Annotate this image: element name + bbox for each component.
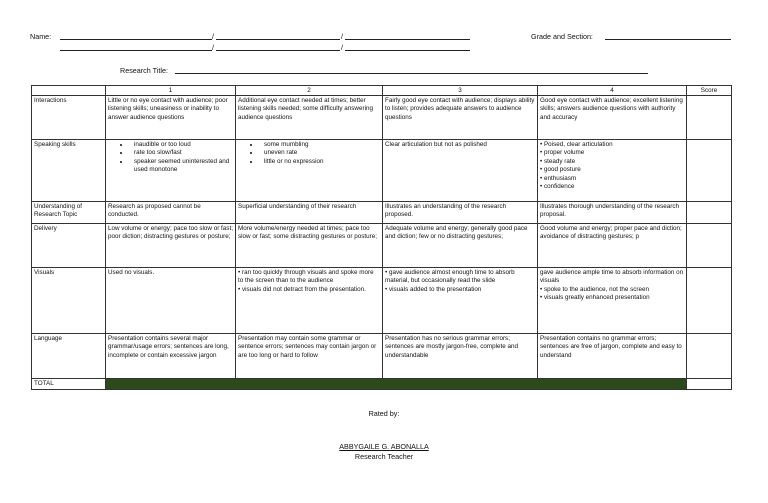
cell-text: Presentation contains several major grammar/usage errors; sentences are long, incomplete or contain excessive jargon <box>108 334 229 359</box>
level-3-cell <box>383 334 538 379</box>
name-line-1b[interactable] <box>216 39 340 40</box>
slash-4: / <box>341 43 343 52</box>
level-1-cell <box>106 334 236 379</box>
bullet-item: • visuals did not detract from the presentation. <box>238 286 380 294</box>
cell-text: Presentation contains no grammar errors; sentences are free of jargon, complete and easy to understand <box>540 334 682 359</box>
bullet-item: • proper volume <box>540 149 684 157</box>
criterion-cell: Interactions <box>32 96 106 140</box>
bullet-list <box>385 269 535 294</box>
slash-3: / <box>212 43 214 52</box>
header-row <box>32 86 732 96</box>
level-3-cell <box>383 268 538 334</box>
bullet-item: • spoke to the audience, not the screen <box>540 286 684 294</box>
bullet-item: • visuals added to the presentation <box>385 286 535 294</box>
level-3-cell <box>383 224 538 268</box>
bullet-list <box>238 269 380 294</box>
level-4-cell <box>538 140 687 202</box>
rubric-row <box>32 268 732 334</box>
name-label: Name: <box>30 32 52 41</box>
level-1-cell <box>106 202 236 224</box>
grade-section-line[interactable] <box>605 39 731 40</box>
level-1-cell <box>106 224 236 268</box>
rater-name: ABBYGAILE G. ABONALLA <box>339 442 429 451</box>
cell-text: Low volume or energy; pace too slow or fast; poor diction; distracting gestures or posture; <box>108 224 233 241</box>
rater-title: Research Teacher <box>354 452 414 461</box>
bullet-list <box>540 141 684 191</box>
level-4-cell <box>538 268 687 334</box>
bullet-item: • little or no expression <box>260 158 380 166</box>
rubric-row <box>32 224 732 268</box>
total-score-cell[interactable] <box>687 379 732 390</box>
level-2-cell <box>236 224 383 268</box>
header-level-1: 1 <box>106 86 236 96</box>
cell-text: More volume/energy needed at times; pace too slow or fast; some distracting gestures or posture; <box>238 224 377 241</box>
cell-text: Used no visuals. <box>108 268 155 276</box>
cell-text: Adequate volume and energy; generally good pace and diction; few or no distracting gestures; <box>385 224 528 241</box>
bullet-item: • inaudible or too loud <box>130 141 233 149</box>
level-1-cell <box>106 140 236 202</box>
slash-1: / <box>212 32 214 41</box>
cell-text: Fairly good eye contact with audience; displays ability to listen; provides adequate answers to audience questions <box>385 96 535 121</box>
bullet-list <box>108 141 233 175</box>
research-title-line[interactable] <box>175 73 648 74</box>
bullet-list <box>540 286 684 303</box>
total-label: TOTAL <box>32 379 106 390</box>
bullet-item: • ran too quickly through visuals and spoke more to the screen than to the audience <box>238 269 380 286</box>
cell-text: Illustrates thorough understanding of the research proposal. <box>540 202 679 219</box>
score-cell[interactable] <box>687 268 732 334</box>
cell-text: Research as proposed cannot be conducted. <box>108 202 201 219</box>
bullet-item: • rate too slow/fast <box>130 149 233 157</box>
rubric-row <box>32 140 732 202</box>
header-level-4: 4 <box>538 86 687 96</box>
criterion-cell: Visuals <box>32 268 106 334</box>
level-2-cell <box>236 334 383 379</box>
cell-text: gave audience ample time to absorb information on visuals <box>540 268 684 285</box>
rubric-table <box>31 85 732 390</box>
rubric-row <box>32 202 732 224</box>
cell-text: Good volume and energy; proper pace and diction; avoidance of distracting gestures; p <box>540 224 682 241</box>
level-2-cell <box>236 202 383 224</box>
bullet-item: • visuals greatly enhanced presentation <box>540 294 684 302</box>
level-4-cell <box>538 334 687 379</box>
level-1-cell <box>106 96 236 140</box>
header-level-2: 2 <box>236 86 383 96</box>
criterion-cell: Language <box>32 334 106 379</box>
rubric-row <box>32 334 732 379</box>
header-criterion <box>32 86 106 96</box>
cell-text: Little or no eye contact with audience; poor listening skills; uneasiness or inability to answer audience questions <box>108 96 228 121</box>
bullet-item: • some mumbling <box>260 141 380 149</box>
research-title-label: Research Title: <box>120 66 168 75</box>
name-line-1c[interactable] <box>345 39 470 40</box>
grade-section-label: Grade and Section: <box>531 32 593 41</box>
total-row <box>32 379 732 390</box>
criterion-cell: Speaking skills <box>32 140 106 202</box>
slash-2: / <box>341 32 343 41</box>
cell-text: Presentation has no serious grammar errors; sentences are mostly jargon-free, complete and understandable <box>385 334 519 359</box>
criterion-cell: Understanding of Research Topic <box>32 202 106 224</box>
bullet-item: • steady rate <box>540 158 684 166</box>
header-level-3: 3 <box>383 86 538 96</box>
score-cell[interactable] <box>687 202 732 224</box>
rubric-row <box>32 96 732 140</box>
cell-text: Presentation may contain some grammar or sentence errors; sentences may contain jargon or are too long or hard to follow <box>238 334 377 359</box>
level-3-cell <box>383 202 538 224</box>
rated-by-label: Rated by: <box>368 409 400 418</box>
cell-text: Clear articulation but not as polished <box>385 140 487 148</box>
score-cell[interactable] <box>687 140 732 202</box>
bullet-item: • enthusiasm <box>540 175 684 183</box>
score-cell[interactable] <box>687 224 732 268</box>
total-filled-bar <box>106 379 687 390</box>
level-2-cell <box>236 140 383 202</box>
cell-text: Additional eye contact needed at times; better listening skills needed; some difficulty answering audience questions <box>238 96 373 121</box>
bullet-item: • confidence <box>540 183 684 191</box>
level-4-cell <box>538 202 687 224</box>
bullet-item: • uneven rate <box>260 149 380 157</box>
level-4-cell <box>538 224 687 268</box>
level-3-cell <box>383 96 538 140</box>
bullet-item: • Poised, clear articulation <box>540 141 684 149</box>
name-line-2b[interactable] <box>216 50 340 51</box>
level-2-cell <box>236 96 383 140</box>
cell-text: Good eye contact with audience; excellent listening skills; answers audience questions with authority and accuracy <box>540 96 683 121</box>
level-1-cell <box>106 268 236 334</box>
name-line-2c[interactable] <box>345 50 470 51</box>
header-score: Score <box>687 86 732 96</box>
bullet-item: • gave audience almost enough time to absorb material, but occasionally read the slide <box>385 269 535 286</box>
bullet-item: • speaker seemed uninterested and used monotone <box>130 158 233 175</box>
level-4-cell <box>538 96 687 140</box>
bullet-list <box>238 141 380 166</box>
name-line-1a[interactable] <box>60 39 212 40</box>
criterion-cell: Delivery <box>32 224 106 268</box>
score-cell[interactable] <box>687 96 732 140</box>
level-2-cell <box>236 268 383 334</box>
cell-text: Illustrates an understanding of the research proposed. <box>385 202 507 219</box>
name-line-2a[interactable] <box>60 50 212 51</box>
level-3-cell <box>383 140 538 202</box>
score-cell[interactable] <box>687 334 732 379</box>
cell-text: Superficial understanding of their research <box>238 202 357 210</box>
bullet-item: • good posture <box>540 166 684 174</box>
